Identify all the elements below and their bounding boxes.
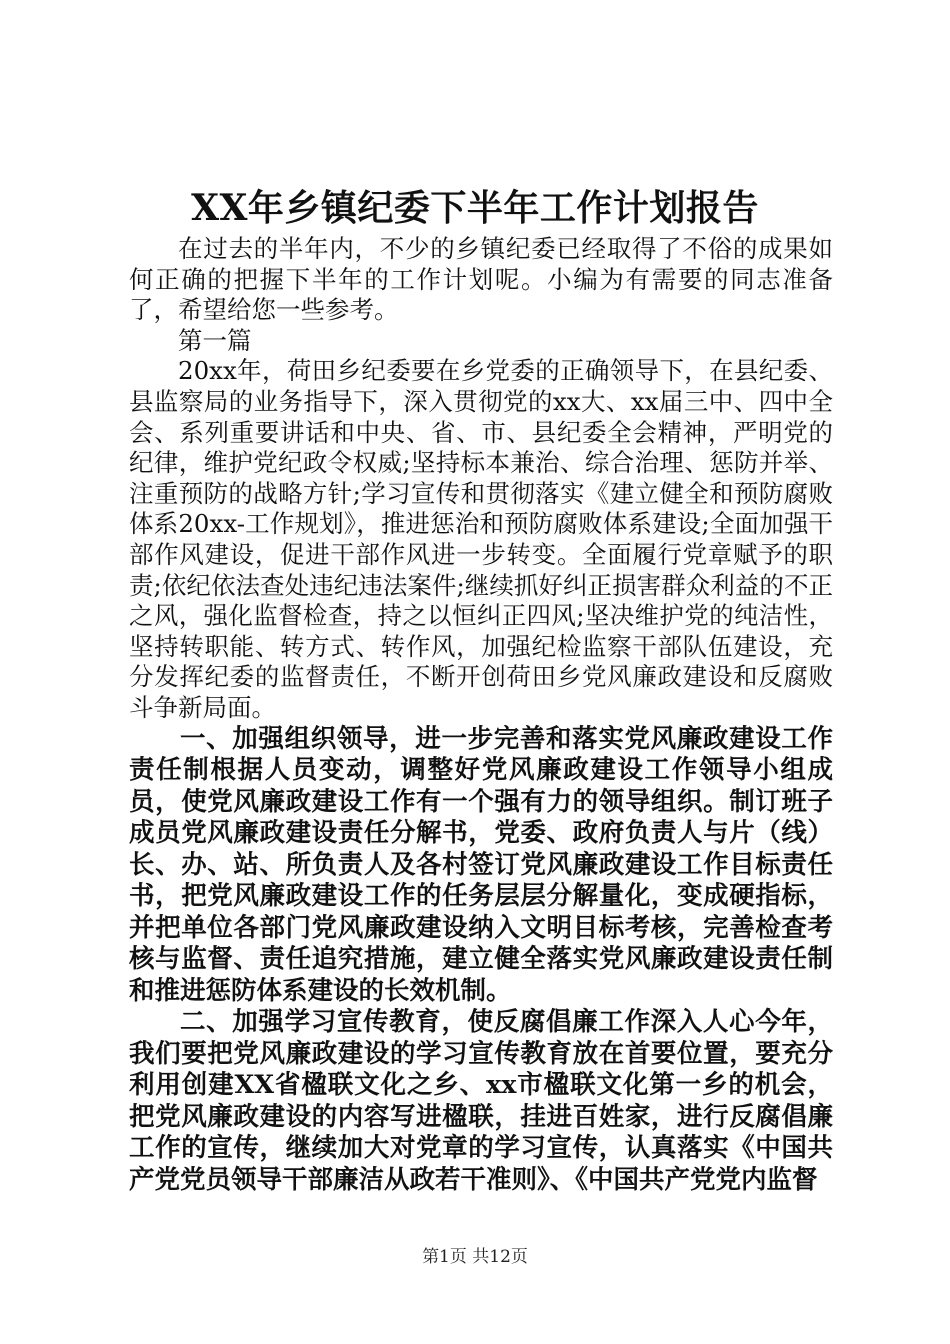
body-paragraph-section-1: 一、加强组织领导，进一步完善和落实党风廉政建设工作责任制根据人员变动，调整好党风廉政建设工作领导小组成员，使党风廉政建设工作有一个强有力的领导组织。制订班子成员党风廉政建设责任分解书，党委、政府负责人与片（线）长、办、站、所负责人及各村签订党风廉政建设工作目标责任书，把党风廉政建设工作的任务层层分解量化，变成硬指标，并把单位各部门党风廉政建设纳入文明目标考核，完善检查考核与监督、责任追究措施，建立健全落实党风廉政建设责任制和推进惩防体系建设的长效机制。 [129,723,833,1006]
document-body [129,234,833,1196]
section-heading: 第一篇 [178,325,252,355]
document-title: XX年乡镇纪委下半年工作计划报告 [191,187,759,229]
intro-paragraph: 在过去的半年内，不少的乡镇纪委已经取得了不俗的成果如何正确的把握下半年的工作计划呢。小编为有需要的同志准备了，希望给您一些参考。 [129,234,833,325]
page-footer: 第1页 共12页 [422,1247,528,1267]
body-paragraph-section-2: 二、加强学习宣传教育，使反腐倡廉工作深入人心今年，我们要把党风廉政建设的学习宣传教育放在首要位置，要充分利用创建XX省楹联文化之乡、xx市楹联文化第一乡的机会，把党风廉政建设的内容写进楹联，挂进百姓家，进行反腐倡廉工作的宣传，继续加大对党章的学习宣传，认真落实《中国共产党党员领导干部廉洁从政若干准则》、《中国共产党党内监督 [129,1007,833,1195]
body-paragraph: 20xx年，荷田乡纪委要在乡党委的正确领导下，在县纪委、县监察局的业务指导下，深入贯彻党的xx大、xx届三中、四中全会、系列重要讲话和中央、省、市、县纪委全会精神，严明党的纪律，维护党纪政令权威;坚持标本兼治、综合治理、惩防并举、注重预防的战略方针;学习宣传和贯彻落实《建立健全和预防腐败体系20xx-工作规划》，推进惩治和预防腐败体系建设;全面加强干部作风建设，促进干部作风进一步转变。全面履行党章赋予的职责;依纪依法查处违纪违法案件;继续抓好纠正损害群众利益的不正之风，强化监督检查，持之以恒纠正四风;坚决维护党的纯洁性，坚持转职能、转方式、转作风，加强纪检监察干部队伍建设，充分发挥纪委的监督责任，不断开创荷田乡党风廉政建设和反腐败斗争新局面。 [129,356,833,722]
